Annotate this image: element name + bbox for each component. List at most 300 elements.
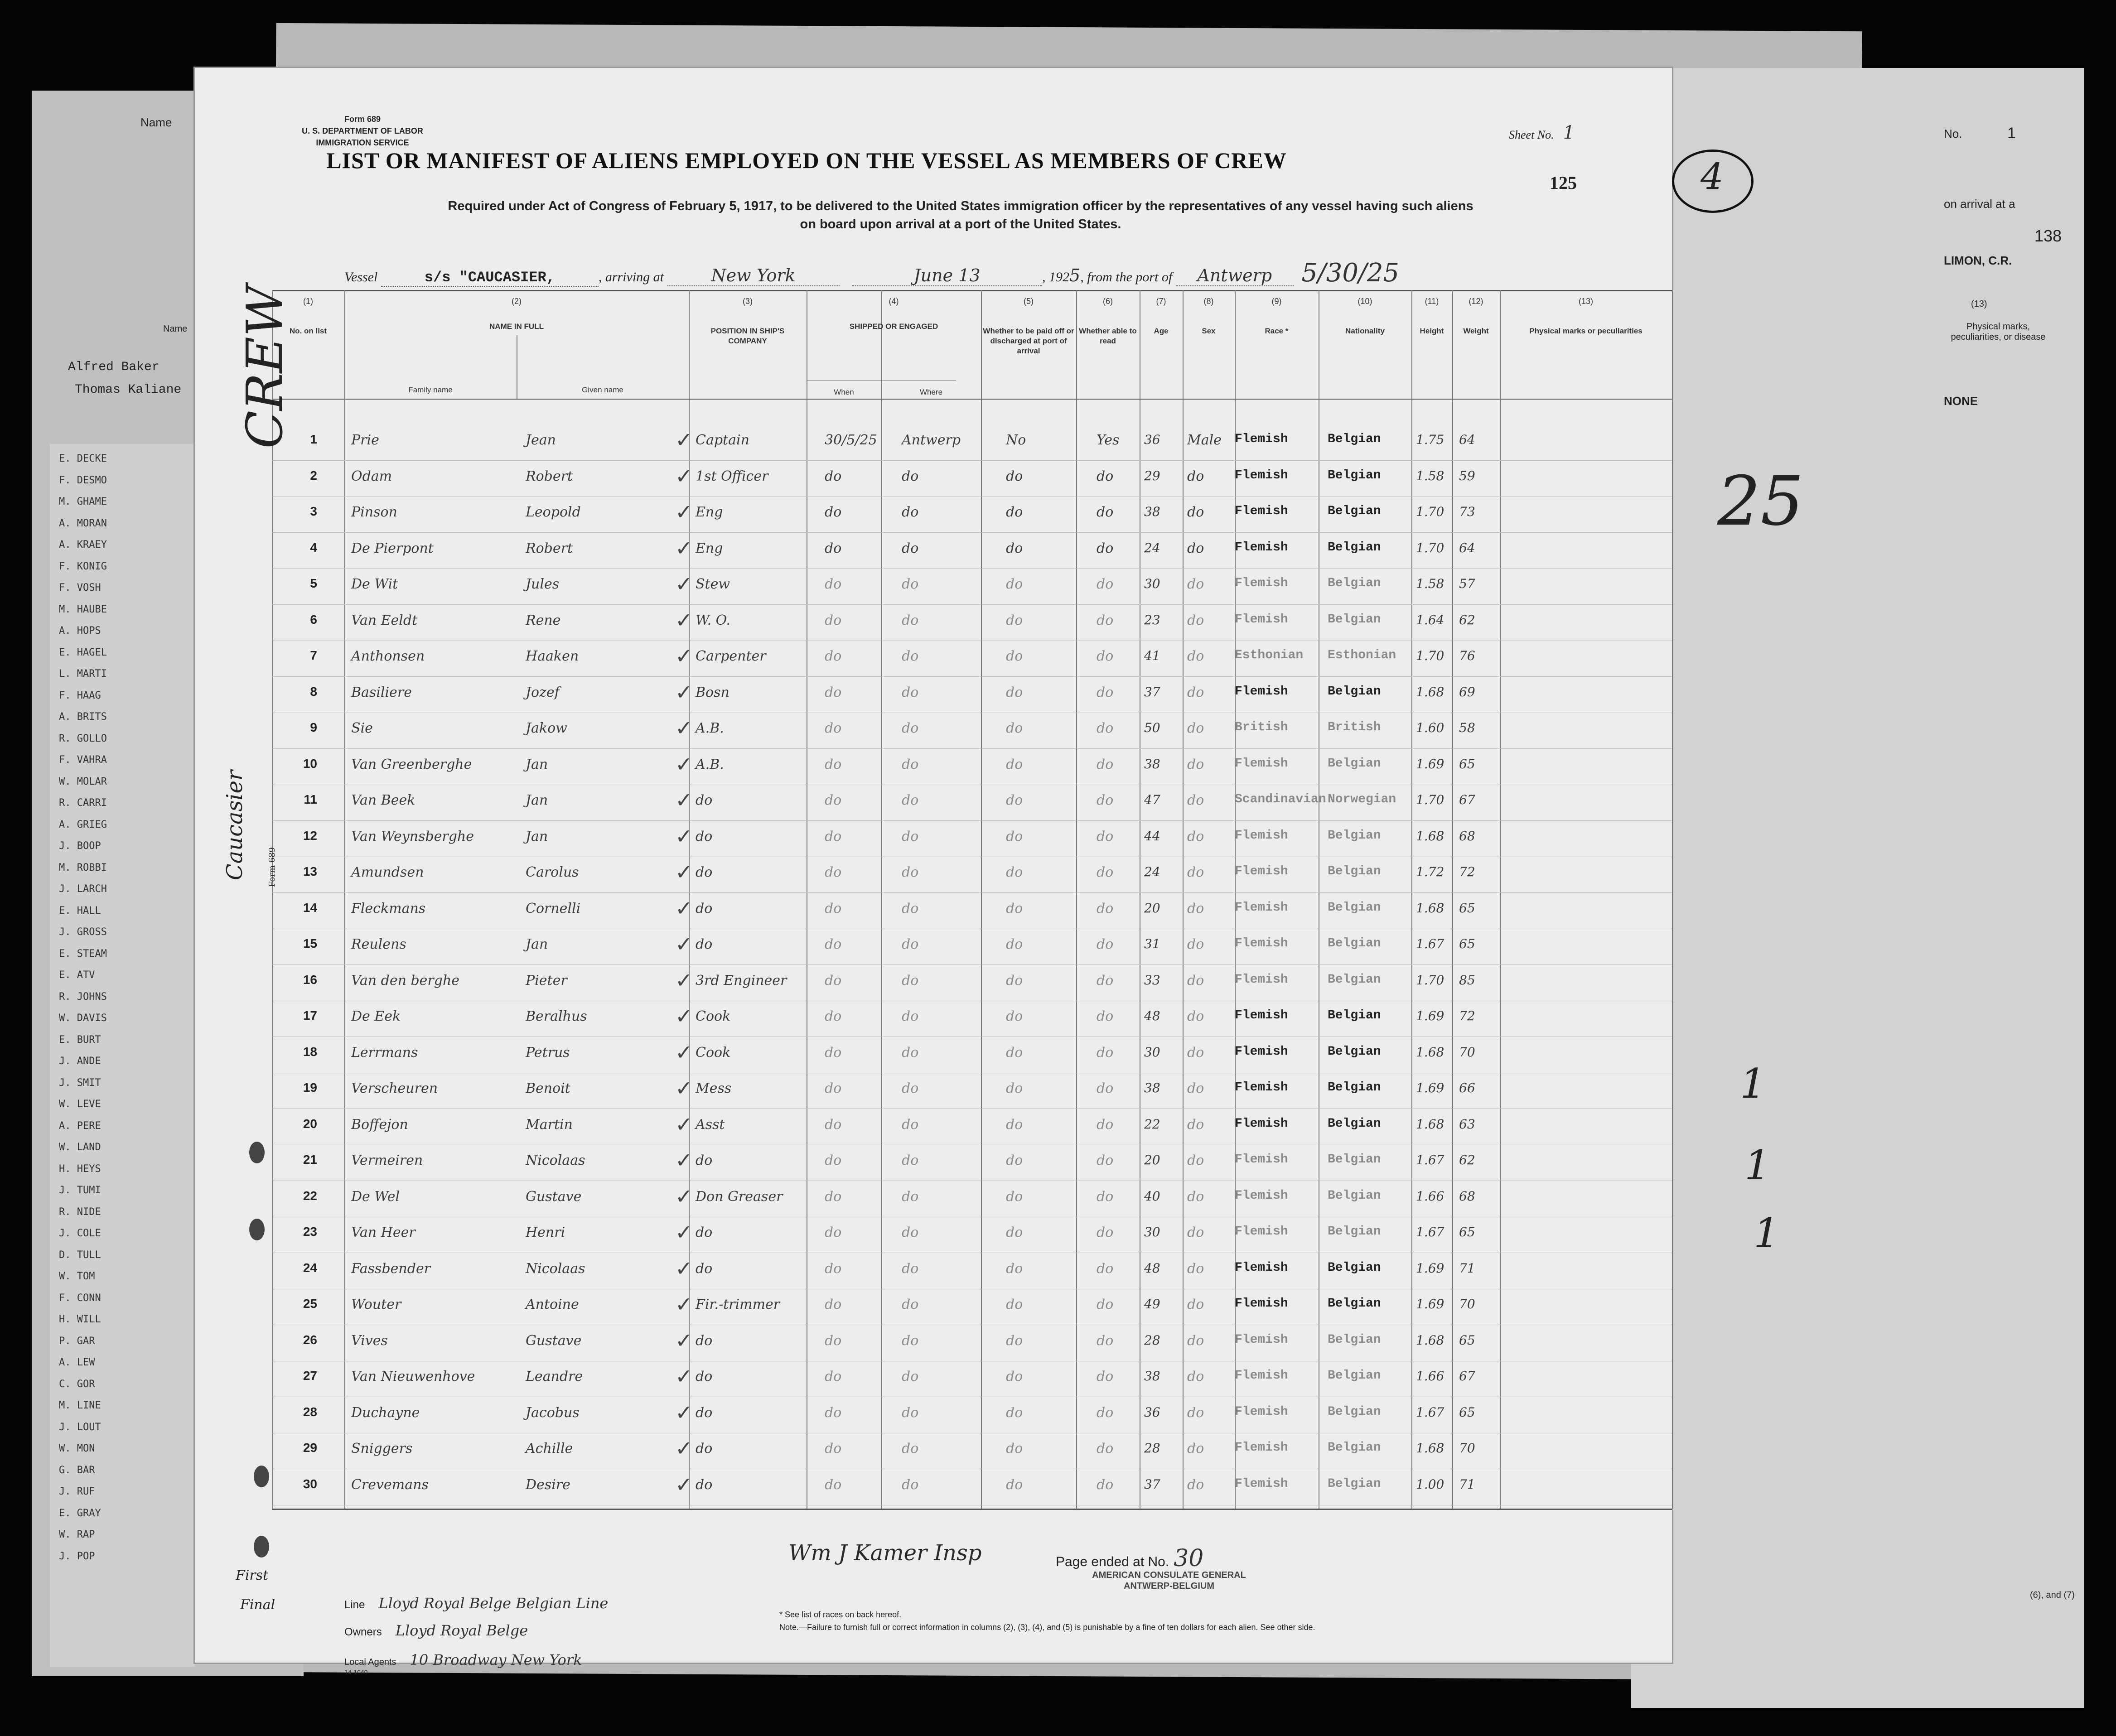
shipped-when: do <box>825 1080 842 1096</box>
weight: 67 <box>1459 792 1475 807</box>
shipped-when: do <box>825 1188 842 1205</box>
column-header: Nationality <box>1345 327 1385 335</box>
able-to-read: do <box>1097 468 1114 484</box>
table-row <box>195 1471 1672 1506</box>
height: 1.68 <box>1416 1044 1444 1060</box>
stamp-number: 125 <box>1550 173 1577 193</box>
left-page-name-label: Name <box>140 116 172 129</box>
left-page-row: R. JOHNS <box>59 991 107 1003</box>
given-name: Achille <box>526 1441 573 1456</box>
weight: 59 <box>1459 468 1475 483</box>
position: do <box>696 864 713 880</box>
row-number: 10 <box>303 756 317 771</box>
family-name: Lerrmans <box>351 1044 418 1061</box>
vessel-line <box>344 258 1658 288</box>
given-name: Nicolaas <box>526 1153 585 1168</box>
height: 1.68 <box>1416 1332 1444 1348</box>
sheet-number <box>1509 122 1575 143</box>
weight: 58 <box>1459 720 1475 735</box>
shipped-when: do <box>825 900 842 916</box>
check-mark-icon: ✓ <box>675 788 693 812</box>
able-to-read: do <box>1097 1225 1114 1240</box>
race: Flemish <box>1235 468 1288 482</box>
agents-code: 14-1040 <box>344 1668 368 1676</box>
left-page-row: L. MARTI <box>59 668 107 680</box>
row-number: 9 <box>310 720 317 734</box>
shipped-where: do <box>902 1153 919 1168</box>
manifest-sheet <box>195 68 1672 1676</box>
height: 1.69 <box>1416 1008 1444 1023</box>
row-rule <box>272 676 1672 677</box>
given-name: Jozef <box>526 684 560 700</box>
year-prefix: , 192 <box>1042 270 1069 285</box>
margin-form-number: Form 689 <box>267 847 277 887</box>
table-row <box>195 750 1672 786</box>
family-name: Van Weynsberghe <box>351 828 474 844</box>
nationality: Belgian <box>1328 1297 1381 1311</box>
row-number: 14 <box>303 900 317 915</box>
position: Carpenter <box>696 648 766 664</box>
nationality: Norwegian <box>1328 792 1396 806</box>
table-row <box>195 1290 1672 1326</box>
race: British <box>1235 720 1288 734</box>
row-number: 13 <box>303 864 317 878</box>
able-to-read: do <box>1097 1297 1114 1312</box>
race: Flemish <box>1235 540 1288 555</box>
sex: do <box>1187 792 1204 808</box>
position: Fir.-trimmer <box>696 1297 780 1312</box>
sex: do <box>1187 1044 1204 1061</box>
race: Flemish <box>1235 864 1288 878</box>
row-number: 19 <box>303 1080 317 1095</box>
family-name: Duchayne <box>351 1404 420 1421</box>
given-name: Martin <box>526 1116 573 1133</box>
check-mark-icon: ✓ <box>675 680 693 704</box>
shipped-when: do <box>825 1369 842 1384</box>
column-header: Weight <box>1463 327 1489 335</box>
height: 1.67 <box>1416 936 1444 951</box>
paid-off: do <box>1006 1188 1023 1205</box>
given-name: Leandre <box>526 1369 583 1384</box>
shipped-when: do <box>825 504 842 520</box>
check-mark-icon: ✓ <box>675 824 693 849</box>
nationality: Belgian <box>1328 756 1381 771</box>
shipped-when: do <box>825 684 842 700</box>
right-page-number: 138 <box>2034 227 2062 245</box>
shipped-where: do <box>902 936 919 952</box>
table-row <box>195 462 1672 497</box>
line-value: Lloyd Royal Belge Belgian Line <box>378 1595 609 1612</box>
position: Eng <box>696 540 723 556</box>
height: 1.70 <box>1416 504 1444 519</box>
given-name: Gustave <box>526 1188 582 1205</box>
family-name: Van Beek <box>351 792 415 808</box>
left-page-row: E. ATV <box>59 969 95 981</box>
shipped-when: do <box>825 756 842 772</box>
able-to-read: do <box>1097 540 1114 556</box>
given-name: Leopold <box>526 504 581 520</box>
weight: 64 <box>1459 432 1475 447</box>
nationality: Belgian <box>1328 1441 1381 1455</box>
given-name: Jacobus <box>526 1404 580 1421</box>
height: 1.68 <box>1416 684 1444 699</box>
shipped-when: do <box>825 864 842 880</box>
table-row <box>195 966 1672 1002</box>
position: Bosn <box>696 684 729 700</box>
service: IMMIGRATION SERVICE <box>316 138 409 147</box>
check-mark-icon: ✓ <box>675 1112 693 1137</box>
year-suffix: 5 <box>1069 265 1081 285</box>
row-rule <box>272 748 1672 749</box>
table-row <box>195 1110 1672 1146</box>
check-mark-icon: ✓ <box>675 752 693 776</box>
nationality: Belgian <box>1328 504 1381 518</box>
nationality: Belgian <box>1328 1008 1381 1022</box>
given-name: Jean <box>526 432 556 448</box>
check-mark-icon: ✓ <box>675 1472 693 1497</box>
check-mark-icon: ✓ <box>675 644 693 668</box>
row-number: 11 <box>304 792 317 806</box>
nationality: Belgian <box>1328 1332 1381 1347</box>
given-name: Henri <box>526 1225 565 1240</box>
arriving-label: , arriving at <box>598 270 664 285</box>
check-mark-icon: ✓ <box>675 860 693 884</box>
row-rule <box>272 460 1672 461</box>
punch-hole <box>254 1536 269 1558</box>
paid-off: do <box>1006 1369 1023 1384</box>
given-name: Jakow <box>526 720 567 736</box>
weight: 72 <box>1459 864 1475 879</box>
agents-label: Local Agents <box>344 1657 396 1667</box>
sex: Male <box>1187 432 1222 448</box>
column-header: Sex <box>1202 327 1216 335</box>
left-page-name-2: Thomas Kaliane <box>75 383 182 397</box>
family-name: De Eek <box>351 1008 401 1024</box>
sex: do <box>1187 1369 1204 1384</box>
shipped-where: do <box>902 504 919 520</box>
weight: 71 <box>1459 1260 1475 1276</box>
race: Flemish <box>1235 828 1288 843</box>
shipped-when: do <box>825 1332 842 1349</box>
able-to-read: do <box>1097 1369 1114 1384</box>
able-to-read: do <box>1097 1260 1114 1277</box>
line-field <box>344 1595 608 1612</box>
given-name: Jan <box>526 828 548 844</box>
left-page-row: C. GOR <box>59 1378 95 1390</box>
shipped-when: do <box>825 972 842 989</box>
shipped-when: do <box>825 468 842 484</box>
able-to-read: do <box>1097 1008 1114 1024</box>
row-number: 26 <box>303 1332 317 1347</box>
race: Flemish <box>1235 504 1288 518</box>
nationality: Belgian <box>1328 1476 1381 1491</box>
weight: 57 <box>1459 576 1475 591</box>
race: Flemish <box>1235 612 1288 627</box>
race: Flemish <box>1235 576 1288 590</box>
table-row <box>195 498 1672 533</box>
sex: do <box>1187 1153 1204 1168</box>
weight: 70 <box>1459 1297 1475 1312</box>
margin-tick-1: 1 <box>1740 1060 1766 1108</box>
nationality: Belgian <box>1328 1369 1381 1383</box>
row-number: 4 <box>310 540 317 555</box>
race: Flemish <box>1235 900 1288 915</box>
column-number: (7) <box>1156 297 1166 306</box>
sex: do <box>1187 612 1204 628</box>
shipped-where: do <box>902 864 919 880</box>
age: 50 <box>1144 720 1160 735</box>
given-name: Desire <box>526 1476 570 1493</box>
weight: 85 <box>1459 972 1475 988</box>
table-row <box>195 858 1672 893</box>
column-header: POSITION IN SHIP'S COMPANY <box>710 327 785 345</box>
nationality: Belgian <box>1328 1153 1381 1167</box>
race: Flemish <box>1235 1332 1288 1347</box>
race: Flemish <box>1235 936 1288 950</box>
table-row <box>195 1074 1672 1109</box>
race: Flemish <box>1235 1225 1288 1239</box>
able-to-read: do <box>1097 828 1114 844</box>
nationality: Belgian <box>1328 468 1381 482</box>
table-row <box>195 678 1672 714</box>
margin-caucasier: Caucasier <box>222 770 247 881</box>
shipped-where: Antwerp <box>902 432 961 448</box>
left-page-row: J. BOOP <box>59 840 101 852</box>
height: 1.68 <box>1416 1441 1444 1456</box>
weight: 68 <box>1459 828 1475 844</box>
margin-crew-note: CREW <box>236 285 294 449</box>
race: Flemish <box>1235 1044 1288 1059</box>
row-rule <box>272 892 1672 893</box>
left-page-row: E. BURT <box>59 1034 101 1046</box>
height: 1.64 <box>1416 612 1444 627</box>
owners-label: Owners <box>344 1626 382 1638</box>
nationality: Esthonian <box>1328 648 1396 662</box>
shipped-where: do <box>902 540 919 556</box>
sheet-number-value: 1 <box>1563 122 1575 143</box>
age: 28 <box>1144 1441 1160 1456</box>
family-name: Vives <box>351 1332 388 1349</box>
column-subheader: Family name <box>408 386 453 394</box>
row-number: 27 <box>303 1369 317 1383</box>
department: U. S. DEPARTMENT OF LABOR <box>302 126 423 135</box>
sex: do <box>1187 756 1204 772</box>
check-mark-icon: ✓ <box>675 1328 693 1353</box>
age: 36 <box>1144 1404 1160 1420</box>
consulate-line-1: AMERICAN CONSULATE GENERAL <box>1092 1570 1246 1580</box>
shipped-when: do <box>825 612 842 628</box>
shipped-where: do <box>902 720 919 736</box>
weight: 65 <box>1459 756 1475 772</box>
column-number: (3) <box>743 297 753 306</box>
header-bottom-rule <box>272 399 1672 400</box>
paid-off: do <box>1006 540 1023 556</box>
left-page-row: H. HEYS <box>59 1163 101 1175</box>
able-to-read: do <box>1097 936 1114 952</box>
row-number: 7 <box>310 648 317 662</box>
race: Flemish <box>1235 1153 1288 1167</box>
sex: do <box>1187 648 1204 664</box>
check-mark-icon: ✓ <box>675 428 693 452</box>
age: 47 <box>1144 792 1160 807</box>
height: 1.70 <box>1416 972 1444 988</box>
owners-field <box>344 1622 528 1639</box>
race: Flemish <box>1235 972 1288 987</box>
able-to-read: do <box>1097 720 1114 736</box>
column-header: Race * <box>1265 327 1289 335</box>
given-name: Robert <box>526 468 573 484</box>
left-page-name-label-2: Name <box>163 324 188 334</box>
left-page-row: F. VAHRA <box>59 754 107 766</box>
left-page-row: P. GAR <box>59 1335 95 1347</box>
page-title: LIST OR MANIFEST OF ALIENS EMPLOYED ON THE VESSEL AS MEMBERS OF CREW <box>326 148 1287 173</box>
family-name: Van Eeldt <box>351 612 418 628</box>
table-row <box>195 1398 1672 1434</box>
able-to-read: do <box>1097 504 1114 520</box>
left-page-row: J. GROSS <box>59 926 107 938</box>
position: Cook <box>696 1008 731 1024</box>
race: Flemish <box>1235 1297 1288 1311</box>
table-row <box>195 426 1672 461</box>
shipped-where: do <box>902 1404 919 1421</box>
column-rule <box>1672 290 1673 1509</box>
table-row <box>195 822 1672 858</box>
table-top-rule <box>272 290 1672 291</box>
position: do <box>696 1404 713 1421</box>
left-page-row: E. DECKE <box>59 453 107 464</box>
height: 1.70 <box>1416 792 1444 807</box>
race: Flemish <box>1235 432 1288 446</box>
left-page-row: A. MORAN <box>59 517 107 529</box>
age: 31 <box>1144 936 1160 951</box>
age: 38 <box>1144 1369 1160 1384</box>
column-number: (1) <box>303 297 313 306</box>
left-page-row: J. LARCH <box>59 883 107 895</box>
race: Flemish <box>1235 1441 1288 1455</box>
margin-final-note: Final <box>240 1597 275 1613</box>
left-page-row: R. GOLLO <box>59 733 107 744</box>
left-page-row: E. HALL <box>59 905 101 916</box>
shipped-where: do <box>902 792 919 808</box>
left-page-row: F. HAAG <box>59 690 101 701</box>
age: 36 <box>1144 432 1160 447</box>
left-page-row: A. KRAEY <box>59 539 107 550</box>
row-number: 23 <box>303 1225 317 1239</box>
left-page-row: J. LOUT <box>59 1421 101 1433</box>
able-to-read: do <box>1097 792 1114 808</box>
left-page-row: E. HAGEL <box>59 646 107 658</box>
shipped-where: do <box>902 1116 919 1133</box>
age: 38 <box>1144 1080 1160 1095</box>
able-to-read: Yes <box>1097 432 1120 448</box>
shipped-when: do <box>825 1260 842 1277</box>
arrival-date: June 13 <box>852 265 1042 286</box>
shipped-when: do <box>825 540 842 556</box>
right-page-no: 1 <box>2007 125 2016 142</box>
right-background-page <box>1631 68 2084 1708</box>
family-name: Anthonsen <box>351 648 425 664</box>
age: 41 <box>1144 648 1160 663</box>
line-label: Line <box>344 1599 365 1611</box>
left-page-row: F. DESMO <box>59 474 107 486</box>
able-to-read: do <box>1097 648 1114 664</box>
owners-value: Lloyd Royal Belge <box>395 1622 528 1639</box>
sex: do <box>1187 468 1204 484</box>
row-number: 25 <box>303 1297 317 1311</box>
left-page-row: W. LAND <box>59 1142 101 1153</box>
table-row <box>195 786 1672 821</box>
given-name: Antoine <box>526 1297 579 1312</box>
paid-off: do <box>1006 1080 1023 1096</box>
table-row <box>195 606 1672 641</box>
paid-off: do <box>1006 1225 1023 1240</box>
shipped-where: do <box>902 1044 919 1061</box>
left-page-row: F. KONIG <box>59 560 107 572</box>
column-subheader: Given name <box>582 386 623 394</box>
paid-off: No <box>1006 432 1026 448</box>
table-row <box>195 570 1672 605</box>
weight: 71 <box>1459 1476 1475 1492</box>
table-row <box>195 642 1672 677</box>
age: 40 <box>1144 1188 1160 1204</box>
given-name: Gustave <box>526 1332 582 1349</box>
age: 28 <box>1144 1332 1160 1348</box>
able-to-read: do <box>1097 1332 1114 1349</box>
weight: 63 <box>1459 1116 1475 1132</box>
paid-off: do <box>1006 972 1023 989</box>
sex: do <box>1187 540 1204 556</box>
paid-off: do <box>1006 1044 1023 1061</box>
left-page-row: E. STEAM <box>59 948 107 960</box>
left-page-row: H. WILL <box>59 1314 101 1325</box>
left-page-row: W. RAP <box>59 1529 95 1540</box>
height: 1.69 <box>1416 756 1444 772</box>
height: 1.68 <box>1416 1116 1444 1132</box>
left-page-row: W. MOLAR <box>59 776 107 787</box>
sex: do <box>1187 1008 1204 1024</box>
nationality: Belgian <box>1328 1188 1381 1203</box>
sex: do <box>1187 936 1204 952</box>
age: 20 <box>1144 1153 1160 1167</box>
paid-off: do <box>1006 504 1023 520</box>
paid-off: do <box>1006 1297 1023 1312</box>
height: 1.00 <box>1416 1476 1444 1492</box>
check-mark-icon: ✓ <box>675 1292 693 1316</box>
able-to-read: do <box>1097 1116 1114 1133</box>
weight: 65 <box>1459 1404 1475 1420</box>
sex: do <box>1187 1116 1204 1133</box>
consulate-stamp <box>1065 1570 1273 1591</box>
paid-off: do <box>1006 1404 1023 1421</box>
shipped-when: do <box>825 1008 842 1024</box>
left-page-row: J. ANDE <box>59 1056 101 1067</box>
row-number: 22 <box>303 1188 317 1203</box>
date-stamp: 5/30/25 <box>1301 258 1400 288</box>
family-name: Boffejon <box>351 1116 408 1133</box>
family-name: Basiliere <box>351 684 412 700</box>
row-number: 29 <box>303 1441 317 1455</box>
sheet-number-label: Sheet No. <box>1509 128 1554 141</box>
shipped-when: do <box>825 1044 842 1061</box>
age: 37 <box>1144 684 1160 699</box>
left-page-row: M. GHAME <box>59 496 107 507</box>
sex: do <box>1187 504 1204 520</box>
able-to-read: do <box>1097 684 1114 700</box>
check-mark-icon: ✓ <box>675 1436 693 1461</box>
sex: do <box>1187 864 1204 880</box>
sex: do <box>1187 828 1204 844</box>
family-name: De Wit <box>351 576 398 592</box>
